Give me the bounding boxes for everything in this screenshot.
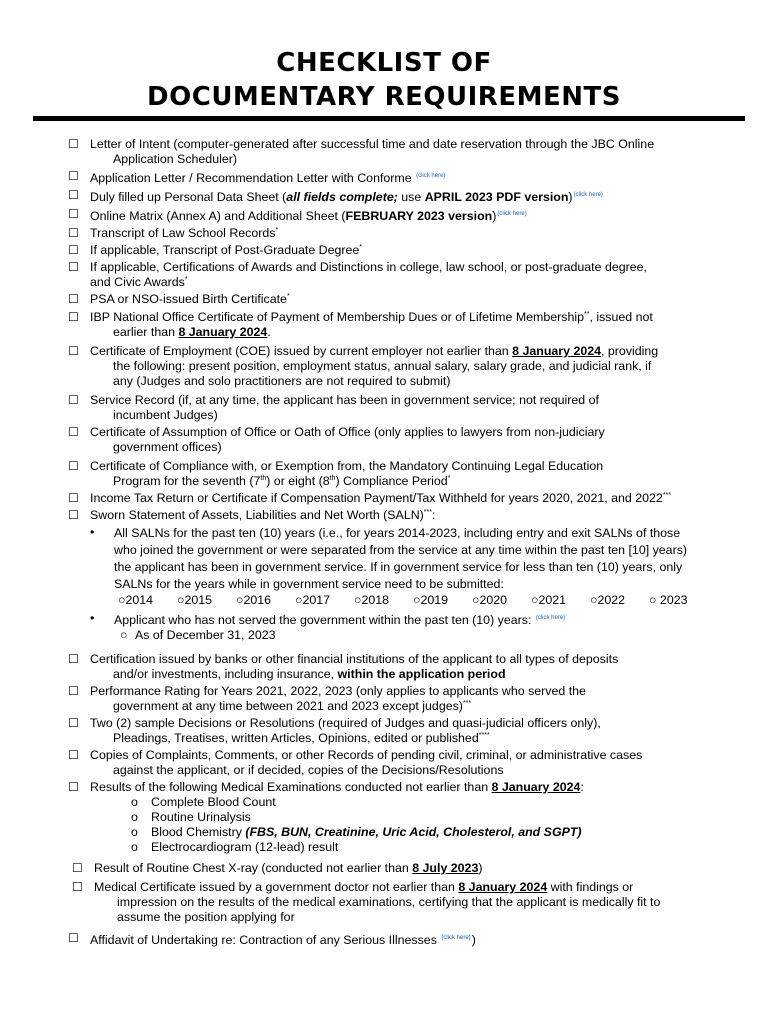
list-item: ☐ Two (2) sample Decisions or Resolutions (required of Judges and quasi-judicial officers only), Pleadings, Treatises, written Articles, Opinions, edited or published**** xyxy=(68,716,601,745)
page-title-line1: CHECKLIST OF xyxy=(276,48,492,78)
checkbox-icon[interactable]: ☐ xyxy=(68,292,79,306)
checkbox-icon[interactable]: ☐ xyxy=(68,260,79,274)
list-item: ☐ Online Matrix (Annex A) and Additional Sheet (FEBRUARY 2023 version)$^{(click here)}$ xyxy=(68,207,527,223)
list-item: ☐ Service Record (if, at any time, the applicant has been in government service; not required of incumbent Judges) xyxy=(68,393,599,422)
medical-exam-item: o Complete Blood Count xyxy=(131,795,276,809)
no-service-sub: ○ As of December 31, 2023 xyxy=(120,628,276,642)
checkbox-icon[interactable]: ☐ xyxy=(68,931,79,945)
list-item: ☐ Certificate of Compliance with, or Exemption from, the Mandatory Continuing Legal Education Program for the seventh (7th) or eight (8th) Compliance Period* xyxy=(68,459,604,488)
checkbox-icon[interactable]: ☐ xyxy=(68,491,79,505)
list-item: ☐ Income Tax Return or Certificate if Compensation Payment/Tax Withheld for years 2020, 2021, and 2022*** xyxy=(68,491,671,505)
list-item: ☐ Certificate of Assumption of Office or Oath of Office (only applies to lawyers from non-judiciary government offices) xyxy=(68,425,605,454)
checkbox-icon[interactable]: ☐ xyxy=(68,716,79,730)
year-option[interactable]: ○2019 xyxy=(413,593,449,607)
list-item: ☐ PSA or NSO-issued Birth Certificate* xyxy=(68,292,290,306)
click-here-link[interactable]: (click here) xyxy=(573,192,603,198)
ring-icon: ○ xyxy=(120,628,128,642)
saln-years xyxy=(68,593,758,608)
no-service-bullet: • Applicant who has not served the government within the past ten (10) years: $^{(click here)}$ xyxy=(90,611,566,627)
checkbox-icon[interactable]: ☐ xyxy=(72,880,83,894)
saln-bullet: • All SALNs for the past ten (10) years (i.e., for years 2014-2023, including entry and exit SALNs of those who joined the government or were separated from the service at any time within the past ten [10] years) the applicant has been in government service. If in government service for less than ten (10) years, only SALNs for the years while in government service need to be submitted: xyxy=(90,525,688,591)
click-here-link[interactable]: (click here) xyxy=(497,211,527,217)
checkbox-icon[interactable]: ☐ xyxy=(68,780,79,794)
year-option[interactable]: ○2020 xyxy=(472,593,508,607)
list-item: ☐ Transcript of Law School Records* xyxy=(68,226,279,240)
list-item: ☐ If applicable, Transcript of Post-Graduate Degree* xyxy=(68,243,363,257)
checkbox-icon[interactable]: ☐ xyxy=(68,310,79,324)
checkbox-icon[interactable]: ☐ xyxy=(68,425,79,439)
checkbox-icon[interactable]: ☐ xyxy=(68,344,79,358)
click-here-link[interactable]: (click here) xyxy=(416,173,446,179)
checkbox-icon[interactable]: ☐ xyxy=(68,137,79,151)
checkbox-icon[interactable]: ☐ xyxy=(68,169,79,183)
list-item: ☐ Copies of Complaints, Comments, or other Records of pending civil, criminal, or administrative cases against the applicant, or if decided, copies of the Decisions/Resolutions xyxy=(68,748,643,777)
title-rule xyxy=(33,116,745,121)
list-item: ☐ Medical Certificate issued by a government doctor not earlier than 8 January 2024 with findings or impression on the results of the medical examinations, certifying that the applicant is medically fit to assume the position applying for xyxy=(72,880,661,924)
list-item: ☐ If applicable, Certifications of Awards and Distinctions in college, law school, or post-graduate degree, and Civic Awards* xyxy=(68,260,647,289)
list-item: ☐ Application Letter / Recommendation Letter with Conforme $^{(click here)}$ xyxy=(68,169,446,185)
checkbox-icon[interactable]: ☐ xyxy=(68,748,79,762)
checkbox-icon[interactable]: ☐ xyxy=(68,226,79,240)
medical-exam-item: o Routine Urinalysis xyxy=(131,810,251,824)
year-option[interactable]: ○2014 xyxy=(118,593,154,607)
list-item: ☐ Duly filled up Personal Data Sheet (all fields complete; use APRIL 2023 PDF version)$^{(click here)}$ xyxy=(68,188,603,204)
list-item: ☐ Results of the following Medical Examinations conducted not earlier than 8 January 2024: xyxy=(68,780,584,794)
checkbox-icon[interactable]: ☐ xyxy=(68,188,79,202)
medical-exam-item: o Electrocardiogram (12-lead) result xyxy=(131,840,339,854)
year-option[interactable]: ○ 2023 xyxy=(649,593,688,607)
list-item: ☐ Certificate of Employment (COE) issued by current employer not earlier than 8 January 2024, providing the following: present position, employment status, annual salary, salary grade, and judicial rank, if any (Judges and solo practitioners are not required to submit) xyxy=(68,344,659,388)
list-item: ☐ Affidavit of Undertaking re: Contraction of any Serious Illnesses $^{(click here)}$) xyxy=(68,931,476,947)
checkbox-icon[interactable]: ☐ xyxy=(68,684,79,698)
list-item: ☐ IBP National Office Certificate of Payment of Membership Dues or of Lifetime Membership**, issued not earlier than 8 January 2024. xyxy=(68,310,653,339)
checkbox-icon[interactable]: ☐ xyxy=(68,393,79,407)
list-item: ☐ Certification issued by banks or other financial institutions of the applicant to all types of deposits and/or investments, including insurance, within the application period xyxy=(68,652,619,681)
bullet-icon: • xyxy=(90,525,95,539)
year-option[interactable]: ○2022 xyxy=(590,593,626,607)
year-option[interactable]: ○2017 xyxy=(295,593,331,607)
checkbox-icon[interactable]: ☐ xyxy=(68,207,79,221)
checkbox-icon[interactable]: ☐ xyxy=(68,459,79,473)
list-item: ☐ Result of Routine Chest X-ray (conducted not earlier than 8 July 2023) xyxy=(72,861,483,875)
medical-exam-item: o Blood Chemistry (FBS, BUN, Creatinine, Uric Acid, Cholesterol, and SGPT) xyxy=(131,825,582,839)
year-option[interactable]: ○2015 xyxy=(177,593,213,607)
list-item: ☐ Performance Rating for Years 2021, 2022, 2023 (only applies to applicants who served the government at any time between 2021 and 2023 except judges)*** xyxy=(68,684,586,713)
checkbox-icon[interactable]: ☐ xyxy=(68,652,79,666)
page-title-line2: DOCUMENTARY REQUIREMENTS xyxy=(147,82,621,112)
checkbox-icon[interactable]: ☐ xyxy=(68,508,79,522)
year-option[interactable]: ○2018 xyxy=(354,593,390,607)
checklist xyxy=(68,137,758,948)
bullet-icon: • xyxy=(90,611,95,625)
list-item: ☐ Sworn Statement of Assets, Liabilities and Net Worth (SALN)***: xyxy=(68,508,436,522)
click-here-link[interactable]: (click here) xyxy=(535,615,566,621)
checkbox-icon[interactable]: ☐ xyxy=(72,861,83,875)
year-option[interactable]: ○2021 xyxy=(531,593,567,607)
checkbox-icon[interactable]: ☐ xyxy=(68,243,79,257)
year-option[interactable]: ○2016 xyxy=(236,593,272,607)
list-item: ☐ Letter of Intent (computer-generated after successful time and date reservation through the JBC Online Application Scheduler) xyxy=(68,137,655,166)
click-here-link[interactable]: (click here) xyxy=(441,935,471,941)
